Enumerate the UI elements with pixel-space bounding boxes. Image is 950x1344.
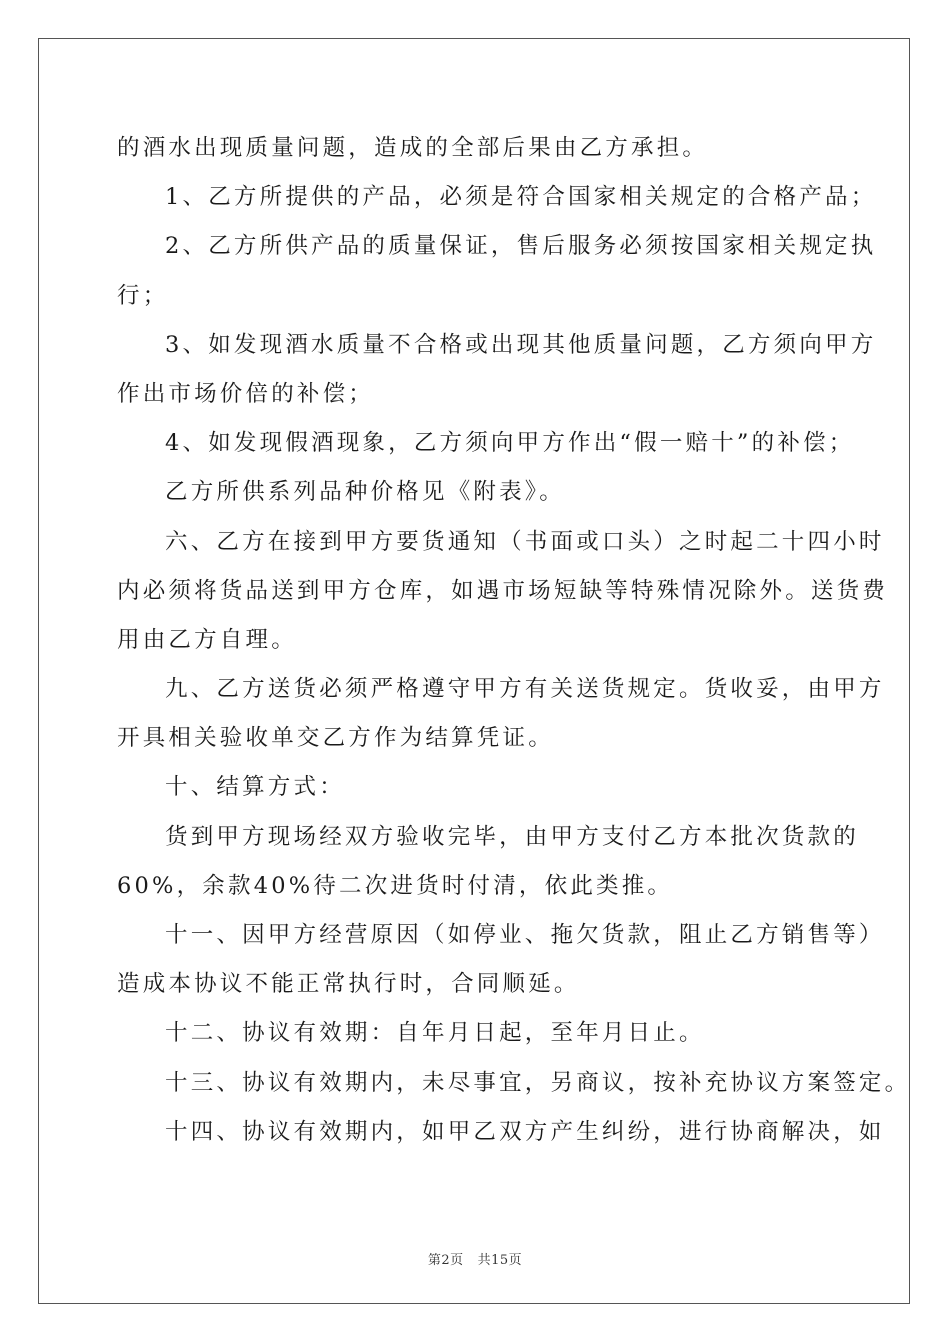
- text-line: 造成本协议不能正常执行时，合同顺延。: [117, 971, 580, 998]
- document-body: [117, 124, 911, 1157]
- text-line: 60%，余款40%待二次进货时付清，依此类推。: [117, 872, 674, 899]
- text-line: 货到甲方现场经双方验收完毕，由甲方支付乙方本批次货款的: [165, 823, 859, 850]
- text-line: 六、乙方在接到甲方要货通知（书面或口头）之时起二十四小时: [165, 528, 885, 555]
- text-line: 4、如发现假酒现象，乙方须向甲方作出“假一赔十”的补偿；: [165, 430, 855, 457]
- text-line: 1、乙方所提供的产品，必须是符合国家相关规定的合格产品；: [165, 184, 877, 211]
- page-footer: [0, 1249, 950, 1268]
- page-total: 共15页: [477, 1253, 523, 1268]
- text-line: 3、如发现酒水质量不合格或出现其他质量问题，乙方须向甲方: [165, 331, 877, 358]
- text-line: 用由乙方自理。: [117, 626, 297, 653]
- text-line: 十四、协议有效期内，如甲乙双方产生纠纷，进行协商解决，如: [165, 1118, 885, 1145]
- text-line: 作出市场价倍的补偿；: [117, 380, 375, 407]
- text-line: 十、结算方式：: [165, 774, 345, 801]
- text-line: 十三、协议有效期内，未尽事宜，另商议，按补充协议方案签定。: [165, 1069, 911, 1096]
- text-line: 的酒水出现质量问题，造成的全部后果由乙方承担。: [117, 135, 709, 161]
- text-line: 行；: [117, 282, 169, 309]
- text-line: 2、乙方所供产品的质量保证，售后服务必须按国家相关规定执: [165, 233, 877, 260]
- text-line: 开具相关验收单交乙方作为结算凭证。: [117, 725, 554, 752]
- text-line: 九、乙方送货必须严格遵守甲方有关送货规定。货收妥，由甲方: [165, 676, 885, 703]
- text-line: 十一、因甲方经营原因（如停业、拖欠货款，阻止乙方销售等）: [165, 922, 885, 948]
- text-line: 乙方所供系列品种价格见《附表》。: [165, 479, 565, 506]
- text-line: 十二、协议有效期：自年月日起，至年月日止。: [165, 1020, 705, 1047]
- text-line: 内必须将货品送到甲方仓库，如遇市场短缺等特殊情况除外。送货费: [117, 577, 889, 604]
- page-number: 第2页: [427, 1253, 464, 1268]
